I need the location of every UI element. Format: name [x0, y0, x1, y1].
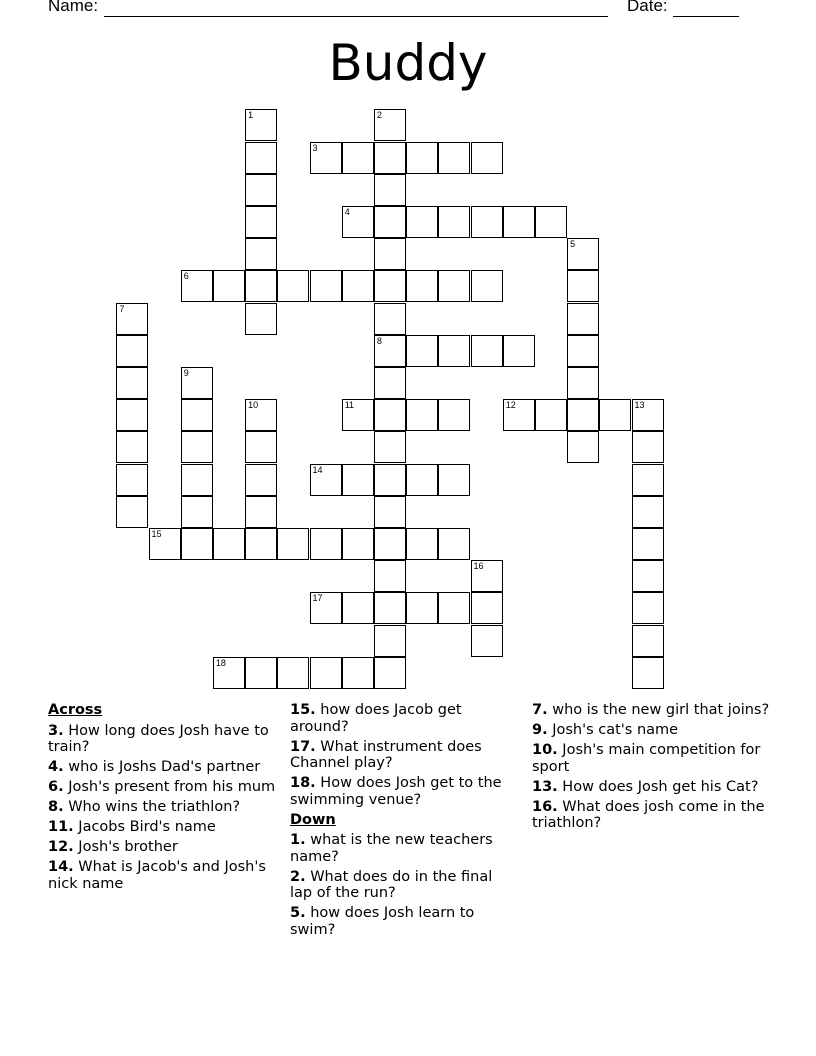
- grid-cell[interactable]: [406, 528, 438, 560]
- grid-cell[interactable]: [342, 464, 374, 496]
- clue-item-number: 10.: [532, 742, 558, 758]
- clue-item: [532, 702, 772, 719]
- grid-cell[interactable]: [374, 528, 406, 560]
- clue-item: [290, 739, 515, 772]
- clue-item-number: 17.: [290, 738, 316, 755]
- grid-cell[interactable]: [406, 335, 438, 367]
- grid-cell[interactable]: [181, 464, 213, 496]
- clue-item-text: Josh's cat's name: [547, 722, 679, 738]
- clue-number: 17: [312, 593, 323, 604]
- grid-cell[interactable]: [471, 560, 503, 592]
- clue-item-text: Who wins the triathlon?: [63, 799, 241, 815]
- clue-number: 2: [376, 110, 382, 121]
- clue-item-text: What instrument does Channel play?: [290, 738, 482, 771]
- clues-heading: Across: [48, 702, 103, 718]
- clue-number: 6: [183, 271, 189, 282]
- grid-cell[interactable]: [406, 592, 438, 624]
- grid-cell[interactable]: [310, 528, 342, 560]
- name-label: Name:: [48, 0, 99, 15]
- clue-item-text: How does Josh get his Cat?: [557, 778, 759, 795]
- grid-cell[interactable]: [406, 399, 438, 431]
- grid-cell[interactable]: [342, 206, 374, 238]
- grid-cell[interactable]: [245, 109, 277, 141]
- clue-item: [48, 819, 278, 836]
- grid-cell[interactable]: [374, 270, 406, 302]
- clue-number: 1: [248, 110, 254, 121]
- grid-cell[interactable]: [374, 464, 406, 496]
- grid-cell[interactable]: [116, 303, 148, 335]
- grid-cell[interactable]: [503, 335, 535, 367]
- clue-item-text: What is Jacob's and Josh's nick name: [48, 859, 266, 892]
- date-label: Date:: [627, 0, 668, 15]
- grid-cell[interactable]: [181, 270, 213, 302]
- grid-cell[interactable]: [181, 431, 213, 463]
- grid-cell[interactable]: [503, 399, 535, 431]
- clue-item-text: who is the new girl that joins?: [547, 702, 770, 718]
- grid-cell[interactable]: [471, 625, 503, 657]
- grid-cell[interactable]: [181, 528, 213, 560]
- grid-cell[interactable]: [374, 335, 406, 367]
- clue-item-number: 9.: [532, 722, 548, 738]
- clue-number: 14: [312, 464, 323, 475]
- grid-cell[interactable]: [632, 560, 664, 592]
- grid-cell[interactable]: [374, 399, 406, 431]
- clues-column-3: [532, 702, 772, 835]
- clue-item-text: How does Josh get to the swimming venue?: [290, 775, 502, 808]
- clue-item-text: Jacobs Bird's name: [73, 819, 216, 835]
- grid-cell[interactable]: [374, 142, 406, 174]
- grid-cell[interactable]: [567, 431, 599, 463]
- grid-cell[interactable]: [535, 399, 567, 431]
- clue-item: [48, 759, 278, 776]
- clue-number: 15: [151, 528, 162, 539]
- clue-item: [532, 722, 772, 739]
- grid-cell[interactable]: [374, 367, 406, 399]
- grid-cell[interactable]: [438, 335, 470, 367]
- clue-number: 13: [634, 400, 645, 411]
- clue-item-text: how does Josh learn to swim?: [290, 905, 475, 938]
- clue-item: [290, 702, 515, 735]
- grid-cell[interactable]: [213, 657, 245, 689]
- clue-item: [290, 775, 515, 808]
- clue-item-number: 8.: [48, 799, 64, 815]
- clue-item-text: What does josh come in the triathlon?: [532, 798, 765, 831]
- grid-cell[interactable]: [438, 464, 470, 496]
- puzzle-title: Buddy: [328, 34, 488, 92]
- grid-cell[interactable]: [245, 496, 277, 528]
- clue-item-number: 18.: [290, 775, 316, 791]
- grid-cell[interactable]: [149, 528, 181, 560]
- grid-cell[interactable]: [245, 657, 277, 689]
- grid-cell[interactable]: [342, 528, 374, 560]
- grid-cell[interactable]: [632, 625, 664, 657]
- grid-cell[interactable]: [632, 399, 664, 431]
- grid-cell[interactable]: [245, 174, 277, 206]
- clue-item-number: 6.: [48, 779, 64, 795]
- grid-cell[interactable]: [471, 270, 503, 302]
- clue-item-text: How long does Josh have to train?: [48, 722, 269, 755]
- grid-cell[interactable]: [406, 142, 438, 174]
- clue-number: 8: [376, 335, 382, 346]
- grid-cell[interactable]: [632, 496, 664, 528]
- grid-cell[interactable]: [181, 367, 213, 399]
- clue-item-number: 2.: [290, 868, 306, 885]
- grid-cell[interactable]: [116, 496, 148, 528]
- grid-cell[interactable]: [438, 270, 470, 302]
- grid-cell[interactable]: [471, 335, 503, 367]
- clue-item-number: 4.: [48, 759, 64, 775]
- grid-cell[interactable]: [632, 464, 664, 496]
- grid-cell[interactable]: [245, 431, 277, 463]
- grid-cell[interactable]: [374, 592, 406, 624]
- grid-cell[interactable]: [245, 528, 277, 560]
- clue-number: 9: [183, 367, 189, 378]
- clue-item-number: 13.: [532, 778, 558, 795]
- grid-cell[interactable]: [374, 625, 406, 657]
- grid-cell[interactable]: [632, 528, 664, 560]
- grid-cell[interactable]: [245, 464, 277, 496]
- grid-cell[interactable]: [245, 270, 277, 302]
- clues-column-2: [290, 702, 515, 942]
- grid-cell[interactable]: [342, 657, 374, 689]
- grid-cell[interactable]: [116, 464, 148, 496]
- grid-cell[interactable]: [116, 367, 148, 399]
- clue-number: 5: [570, 239, 576, 250]
- grid-cell[interactable]: [471, 142, 503, 174]
- clue-item: [48, 799, 278, 816]
- clue-number: 11: [344, 400, 355, 411]
- clue-item: [532, 799, 772, 832]
- clue-number: 10: [248, 400, 259, 411]
- clue-item: [48, 839, 278, 856]
- clue-item-text: who is Joshs Dad's partner: [63, 759, 261, 775]
- grid-cell[interactable]: [277, 270, 309, 302]
- grid-cell[interactable]: [245, 206, 277, 238]
- clue-number: 12: [505, 400, 516, 411]
- clue-item-text: Josh's present from his mum: [63, 779, 276, 795]
- grid-cell[interactable]: [471, 206, 503, 238]
- grid-cell[interactable]: [374, 174, 406, 206]
- grid-cell[interactable]: [245, 142, 277, 174]
- grid-cell[interactable]: [342, 142, 374, 174]
- clue-item-text: what is the new teachers name?: [290, 832, 493, 865]
- grid-cell[interactable]: [374, 109, 406, 141]
- grid-cell[interactable]: [310, 142, 342, 174]
- grid-cell[interactable]: [374, 431, 406, 463]
- grid-cell[interactable]: [213, 528, 245, 560]
- grid-cell[interactable]: [374, 238, 406, 270]
- grid-cell[interactable]: [406, 464, 438, 496]
- grid-cell[interactable]: [632, 657, 664, 689]
- grid-cell[interactable]: [181, 496, 213, 528]
- grid-cell[interactable]: [599, 399, 631, 431]
- grid-cell[interactable]: [438, 206, 470, 238]
- clue-item-text: how does Jacob get around?: [290, 702, 462, 735]
- grid-cell[interactable]: [277, 657, 309, 689]
- grid-cell[interactable]: [181, 399, 213, 431]
- grid-cell[interactable]: [374, 496, 406, 528]
- clues-heading: Down: [290, 811, 336, 828]
- clue-number: 7: [119, 303, 125, 314]
- clue-number: 18: [215, 657, 226, 668]
- grid-cell[interactable]: [245, 238, 277, 270]
- grid-cell[interactable]: [438, 528, 470, 560]
- clue-item-text: Josh's brother: [73, 839, 178, 855]
- grid-cell[interactable]: [567, 335, 599, 367]
- clues-column-1: [48, 702, 278, 896]
- grid-cell[interactable]: [632, 592, 664, 624]
- clue-item: [48, 723, 278, 756]
- clue-number: 3: [312, 142, 318, 153]
- grid-cell[interactable]: [567, 367, 599, 399]
- grid-cell[interactable]: [342, 270, 374, 302]
- clue-item-number: 1.: [290, 832, 306, 848]
- grid-cell[interactable]: [116, 431, 148, 463]
- grid-cell[interactable]: [245, 399, 277, 431]
- grid-cell[interactable]: [567, 399, 599, 431]
- grid-cell[interactable]: [406, 206, 438, 238]
- grid-cell[interactable]: [213, 270, 245, 302]
- grid-cell[interactable]: [438, 399, 470, 431]
- grid-cell[interactable]: [245, 303, 277, 335]
- clue-item-text: Josh's main competition for sport: [532, 742, 761, 775]
- clue-item: [48, 779, 278, 796]
- clue-item: [290, 905, 515, 938]
- clue-item-number: 15.: [290, 702, 316, 718]
- clue-item-number: 16.: [532, 798, 558, 815]
- clue-item-number: 12.: [48, 839, 74, 855]
- grid-cell[interactable]: [438, 142, 470, 174]
- clue-item-number: 3.: [48, 722, 64, 739]
- grid-cell[interactable]: [310, 592, 342, 624]
- clue-item-number: 5.: [290, 905, 306, 921]
- grid-cell[interactable]: [503, 206, 535, 238]
- grid-cell[interactable]: [471, 592, 503, 624]
- clue-item-number: 7.: [532, 702, 548, 718]
- clue-item: [48, 859, 278, 892]
- grid-cell[interactable]: [567, 270, 599, 302]
- clue-item-number: 14.: [48, 859, 74, 875]
- grid-cell[interactable]: [277, 528, 309, 560]
- grid-cell[interactable]: [374, 303, 406, 335]
- grid-cell[interactable]: [310, 270, 342, 302]
- grid-cell[interactable]: [310, 464, 342, 496]
- grid-cell[interactable]: [438, 592, 470, 624]
- clue-item: [290, 832, 515, 865]
- grid-cell[interactable]: [342, 399, 374, 431]
- grid-cell[interactable]: [374, 206, 406, 238]
- grid-cell[interactable]: [374, 560, 406, 592]
- grid-cell[interactable]: [567, 303, 599, 335]
- clue-item: [532, 742, 772, 775]
- grid-cell[interactable]: [310, 657, 342, 689]
- grid-cell[interactable]: [567, 238, 599, 270]
- clue-item-text: What does do in the final lap of the run?: [290, 868, 493, 901]
- clue-item-number: 11.: [48, 819, 74, 835]
- grid-cell[interactable]: [116, 399, 148, 431]
- grid-cell[interactable]: [632, 431, 664, 463]
- grid-cell[interactable]: [535, 206, 567, 238]
- grid-cell[interactable]: [406, 270, 438, 302]
- clue-item: [532, 779, 772, 796]
- grid-cell[interactable]: [342, 592, 374, 624]
- clue-number: 4: [344, 206, 350, 217]
- clue-item: [290, 869, 515, 902]
- grid-cell[interactable]: [116, 335, 148, 367]
- clue-number: 16: [473, 561, 484, 572]
- grid-cell[interactable]: [374, 657, 406, 689]
